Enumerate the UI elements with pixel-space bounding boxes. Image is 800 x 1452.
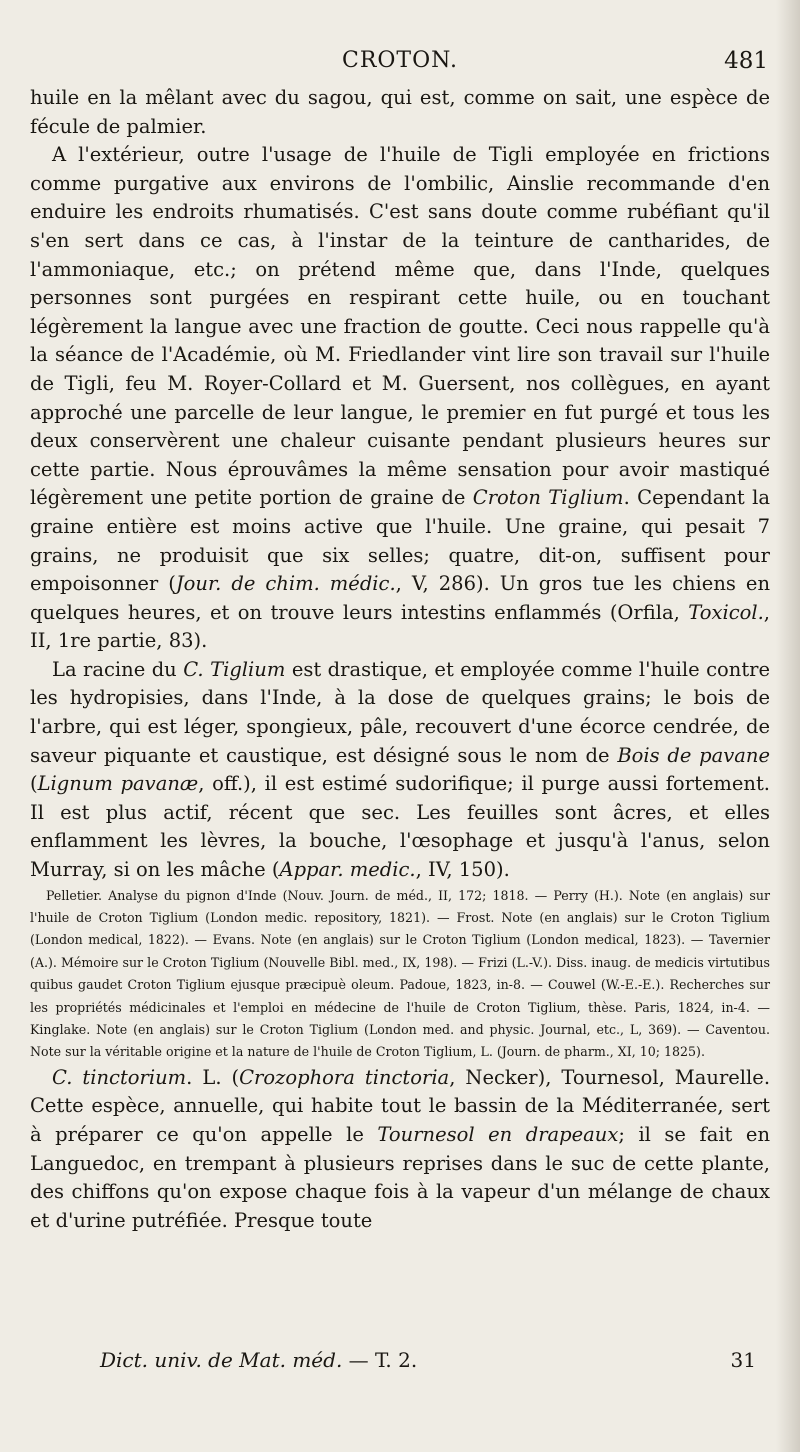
running-title: CROTON.: [342, 48, 458, 73]
italic-term: C. Tiglium: [183, 657, 286, 681]
paragraph-tinctorium: C. tinctorium. L. (Crozophora tinctoria, Necker), Tournesol, Maurelle. Cette espèce, annuelle, qui habite tout le bassin de la Méditerranée, sert à préparer ce qu'on appelle le Tournesol en drapeaux; il se fait en Languedoc, en trempant à plusieurs reprises dans le suc de cette plante, des chiffons qu'on expose chaque fois à la vapeur d'un mélange de chaux et d'urine putréfiée. Presque toute: [30, 1065, 771, 1232]
main-text: [30, 84, 770, 1235]
paragraph-external-use: A l'extérieur, outre l'usage de l'huile de Tigli employée en frictions comme purgative aux environs de l'ombilic, Ainslie recommande d'en enduire les endroits rhumatisés. C'est sans doute comme rubéfiant qu'il s'en sert dans ce cas, à l'instar de la teinture de cantharides, de l'ammoniaque, etc.; on prétend même que, dans l'Inde, quelques personnes sont purgées en respirant cette huile, ou en touchant légèrement la langue avec une fraction de goutte. Ceci nous rappelle qu'à la séance de l'Académie, où M. Friedlander vint lire son travail sur l'huile de Tigli, feu M. Royer-Collard et M. Guersent, nos collègues, en ayant approché une parcelle de leur langue, le premier en fut purgé et tous les deux conservèrent une chaleur cuisante pendant plusieurs heures sur cette partie. Nous éprouvâmes la même sensation pour avoir mastiqué légèrement une petite portion de graine de Croton Tiglium. Cependant la graine entière est moins active que l'huile. Une graine, qui pesait 7 grains, ne produisit que six selles; quatre, dit-on, suffisent pour empoisonner (Jour. de chim. médic., V, 286). Un gros tue les chiens en quelques heures, et on trouve leurs intestins enflammés (Orfila, Toxicol., II, 1re partie, 83).: [30, 143, 771, 653]
paragraph-root: La racine du C. Tiglium est drastique, et employée comme l'huile contre les hydropisies, dans l'Inde, à la dose de quelques grains; le bois de l'arbre, qui est léger, spongieux, pâle, recouvert d'une écorce cendrée, de saveur piquante et caustique, est désigné sous le nom de Bois de pavane (Lignum pavanæ, off.), il est estimé sudorifique; il purge aussi fortement. Il est plus actif, récent que sec. Les feuilles sont âcres, et elles enflamment les lèvres, la bouche, l'œsophage et jusqu'à l'anus, selon Murray, si on les mâche (Appar. medic., IV, 150).: [30, 657, 771, 882]
page-footer: [30, 1348, 770, 1382]
italic-citation: Jour. de chim. médic.: [175, 572, 396, 596]
running-header: [30, 48, 770, 80]
page-edge-shadow: [776, 0, 800, 1452]
italic-term: Croton Tiglium: [472, 486, 624, 510]
italic-term: Bois de pavane: [617, 743, 770, 767]
italic-term: Crozophora tinctoria: [239, 1065, 450, 1089]
signature-line: Dict. univ. de Mat. méd. — T. 2.: [100, 1348, 418, 1372]
italic-citation: Appar. medic.: [279, 858, 416, 882]
italic-citation: Toxicol.: [688, 600, 764, 624]
italic-term: C. tinctorium: [52, 1065, 187, 1089]
paragraph-continuation: huile en la mêlant avec du sagou, qui est, comme on sait, une espèce de fécule de palmier.: [30, 86, 770, 138]
italic-term: Tournesol en drapeaux: [377, 1123, 619, 1147]
page-number: 481: [724, 48, 768, 74]
italic-term: Lignum pavanæ: [37, 772, 199, 796]
bibliography-note: Pelletier. Analyse du pignon d'Inde (Nouv. Journ. de méd., II, 172; 1818. — Perry (H.). Note (en anglais) sur l'huile de Croton Tiglium (London medic. repository, 1821). — Frost. Note (en anglais) sur le Croton Tiglium (London medical, 1822). — Evans. Note (en anglais) sur le Croton Tiglium (London medical, 1823). — Tavernier (A.). Mémoire sur le Croton Tiglium (Nouvelle Bibl. med., IX, 198). — Frizi (L.-V.). Diss. inaug. de medicis virtutibus quibus gaudet Croton Tiglium ejusque præcipuè oleum. Padoue, 1823, in-8. — Couwel (W.-E.-E.). Recherches sur les propriétés médicinales et l'emploi en médecine de l'huile de Croton Tiglium, thèse. Paris, 1824, in-4. — Kinglake. Note (en anglais) sur le Croton Tiglium (London med. and physic. Journal, etc., L, 369). — Caventou. Note sur la véritable origine et la nature de l'huile de Croton Tiglium, L. (Journ. de pharm., XI, 10; 1825).: [30, 887, 770, 1060]
sheet-number: 31: [730, 1348, 756, 1372]
